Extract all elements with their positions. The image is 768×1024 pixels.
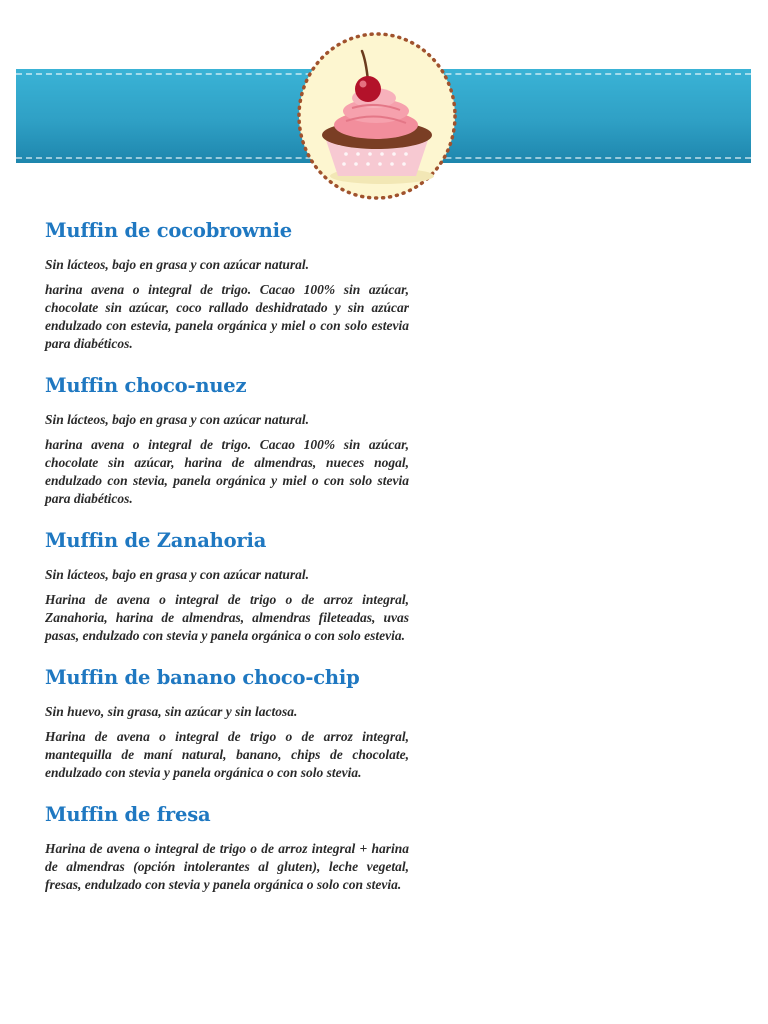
recipe-ingredients: harina avena o integral de trigo. Cacao 100% sin azúcar, chocolate sin azúcar, coco rallado deshidratado y sin azúcar endulzado con estevia, panela orgánica y miel o con solo estevia para diabéticos. [45,282,409,351]
cupcake-icon [296,31,458,201]
recipe-title: Muffin choco-nuez [45,374,247,397]
recipe-choco-nuez [45,371,409,508]
recipe-ingredients: Harina de avena o integral de trigo o de arroz integral + harina de almendras (opción intolerantes al gluten), leche vegetal, fresas, endulzado con stevia y panela orgánica o solo con stevia. [45,841,409,892]
recipe-title: Muffin de cocobrownie [45,219,292,242]
recipe-subtitle: Sin lácteos, bajo en grasa y con azúcar natural. [45,257,310,272]
recipe-subtitle: Sin huevo, sin grasa, sin azúcar y sin lactosa. [45,704,298,719]
recipe-zanahoria [45,526,409,645]
recipe-list [45,216,409,912]
recipe-ingredients: Harina de avena o integral de trigo o de arroz integral, Zanahoria, harina de almendras, almendras fileteadas, uvas pasas, endulzado con stevia y panela orgánica o con solo estevia. [45,592,409,643]
recipe-ingredients: Harina de avena o integral de trigo o de arroz integral, mantequilla de maní natural, banano, chips de chocolate, endulzado con stevia y panela orgánica o con solo stevia. [45,729,409,780]
recipe-ingredients: harina avena o integral de trigo. Cacao 100% sin azúcar, chocolate sin azúcar, harina de almendras, nueces nogal, endulzado con stevia, panela orgánica y miel o con solo stevia para diabéticos. [45,437,409,506]
recipe-title: Muffin de Zanahoria [45,529,267,552]
recipe-subtitle: Sin lácteos, bajo en grasa y con azúcar natural. [45,567,310,582]
recipe-title: Muffin de fresa [45,803,211,826]
recipe-banano-choco-chip [45,663,409,782]
recipe-title: Muffin de banano choco-chip [45,666,360,689]
recipe-cocobrownie [45,216,409,353]
recipe-fresa [45,800,409,894]
recipe-subtitle: Sin lácteos, bajo en grasa y con azúcar natural. [45,412,310,427]
